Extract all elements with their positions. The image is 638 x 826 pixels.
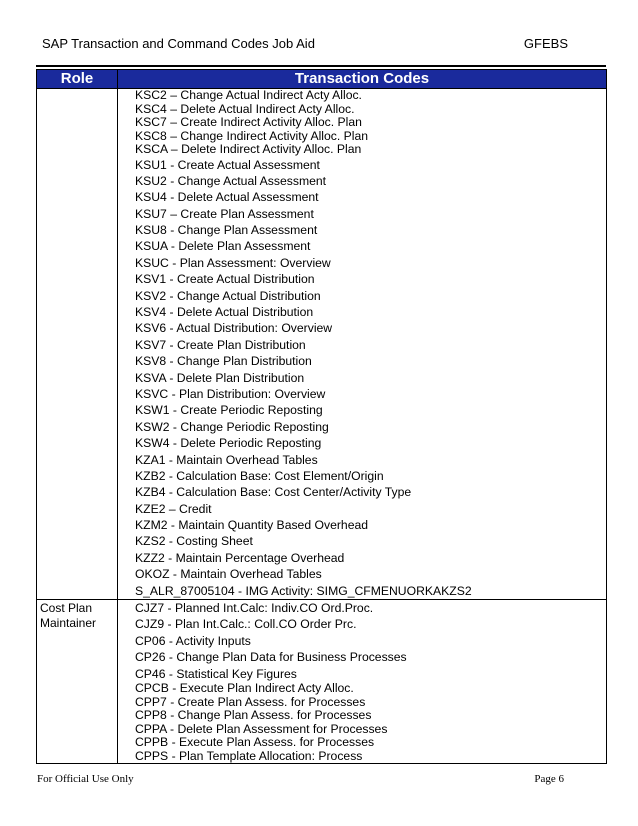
code-line: CP46 - Statistical Key Figures bbox=[135, 666, 297, 681]
code-line: KSUC - Plan Assessment: Overview bbox=[135, 255, 331, 270]
code-line: KSU2 - Change Actual Assessment bbox=[135, 173, 327, 188]
code-line: CPPB - Execute Plan Assess. for Processes bbox=[135, 735, 375, 749]
code-line: KSC4 – Delete Actual Indirect Acty Alloc. bbox=[135, 101, 355, 116]
code-line: KSC7 – Create Indirect Activity Alloc. Plan bbox=[135, 115, 362, 129]
code-line: KSW1 - Create Periodic Reposting bbox=[135, 403, 323, 418]
page-number: Page 6 bbox=[534, 773, 564, 785]
code-line: KZS2 - Costing Sheet bbox=[135, 534, 253, 549]
table-row bbox=[37, 89, 607, 600]
code-line: KZZ2 - Maintain Percentage Overhead bbox=[135, 550, 345, 565]
code-line: KSW4 - Delete Periodic Reposting bbox=[135, 436, 322, 451]
document-title: SAP Transaction and Command Codes Job Aid bbox=[42, 36, 315, 51]
code-line: CPCB - Execute Plan Indirect Acty Alloc. bbox=[135, 681, 354, 695]
code-line: KSV1 - Create Actual Distribution bbox=[135, 272, 315, 287]
code-line: KSCA – Delete Indirect Activity Alloc. Plan bbox=[135, 142, 362, 156]
code-line: KSU8 - Change Plan Assessment bbox=[135, 223, 318, 238]
code-line: S_ALR_87005104 - IMG Activity: SIMG_CFMENUORKAKZS2 bbox=[135, 583, 472, 598]
code-line: KSV4 - Delete Actual Distribution bbox=[135, 305, 314, 320]
code-line: KSV2 - Change Actual Distribution bbox=[135, 288, 321, 303]
table-row bbox=[37, 600, 607, 764]
table-header-row bbox=[37, 70, 607, 89]
code-line: KSV7 - Create Plan Distribution bbox=[135, 337, 306, 352]
code-line: OKOZ - Maintain Overhead Tables bbox=[135, 567, 322, 582]
classification-footer: For Official Use Only bbox=[37, 773, 134, 785]
code-line: CPP7 - Create Plan Assess. for Processes bbox=[135, 694, 366, 709]
code-line: KSC2 – Change Actual Indirect Acty Alloc. bbox=[135, 88, 362, 102]
code-line: KZM2 - Maintain Quantity Based Overhead bbox=[135, 518, 369, 533]
code-line: CPP8 - Change Plan Assess. for Processes bbox=[135, 708, 372, 722]
role-cell bbox=[37, 89, 118, 600]
code-line: CP06 - Activity Inputs bbox=[135, 633, 251, 648]
code-line: KSV8 - Change Plan Distribution bbox=[135, 354, 312, 369]
code-line: KZB2 - Calculation Base: Cost Element/Origin bbox=[135, 468, 384, 483]
codes-column-header: Transaction Codes bbox=[118, 70, 607, 89]
transaction-codes-table bbox=[36, 69, 607, 764]
code-line: CJZ9 - Plan Int.Calc.: Coll.CO Order Prc. bbox=[135, 617, 357, 632]
organization-label: GFEBS bbox=[523, 36, 568, 51]
codes-cell bbox=[118, 600, 607, 764]
code-line: KSC8 – Change Indirect Activity Alloc. Plan bbox=[135, 128, 369, 143]
role-column-header: Role bbox=[37, 70, 118, 89]
code-line: KZB4 - Calculation Base: Cost Center/Activity Type bbox=[135, 485, 412, 500]
code-line: CPPS - Plan Template Allocation: Process bbox=[135, 748, 363, 763]
code-line: KZE2 – Credit bbox=[135, 501, 212, 516]
code-line: CPPA - Delete Plan Assessment for Processes bbox=[135, 721, 388, 736]
role-cell: Cost Plan Maintainer bbox=[37, 600, 118, 764]
code-line: KSV6 - Actual Distribution: Overview bbox=[135, 321, 333, 336]
code-line: KSVC - Plan Distribution: Overview bbox=[135, 386, 326, 401]
code-line: KSU4 - Delete Actual Assessment bbox=[135, 190, 319, 205]
code-line: CP26 - Change Plan Data for Business Processes bbox=[135, 650, 407, 665]
header-rule bbox=[36, 65, 606, 67]
code-line: KZA1 - Maintain Overhead Tables bbox=[135, 452, 318, 467]
code-line: KSVA - Delete Plan Distribution bbox=[135, 370, 305, 385]
code-line: CJZ7 - Planned Int.Calc: Indiv.CO Ord.Proc. bbox=[135, 601, 374, 616]
code-line: KSU7 – Create Plan Assessment bbox=[135, 206, 314, 221]
code-line: KSU1 - Create Actual Assessment bbox=[135, 157, 320, 172]
code-line: KSW2 - Change Periodic Reposting bbox=[135, 419, 329, 434]
code-line: KSUA - Delete Plan Assessment bbox=[135, 239, 311, 254]
codes-cell bbox=[118, 89, 607, 600]
